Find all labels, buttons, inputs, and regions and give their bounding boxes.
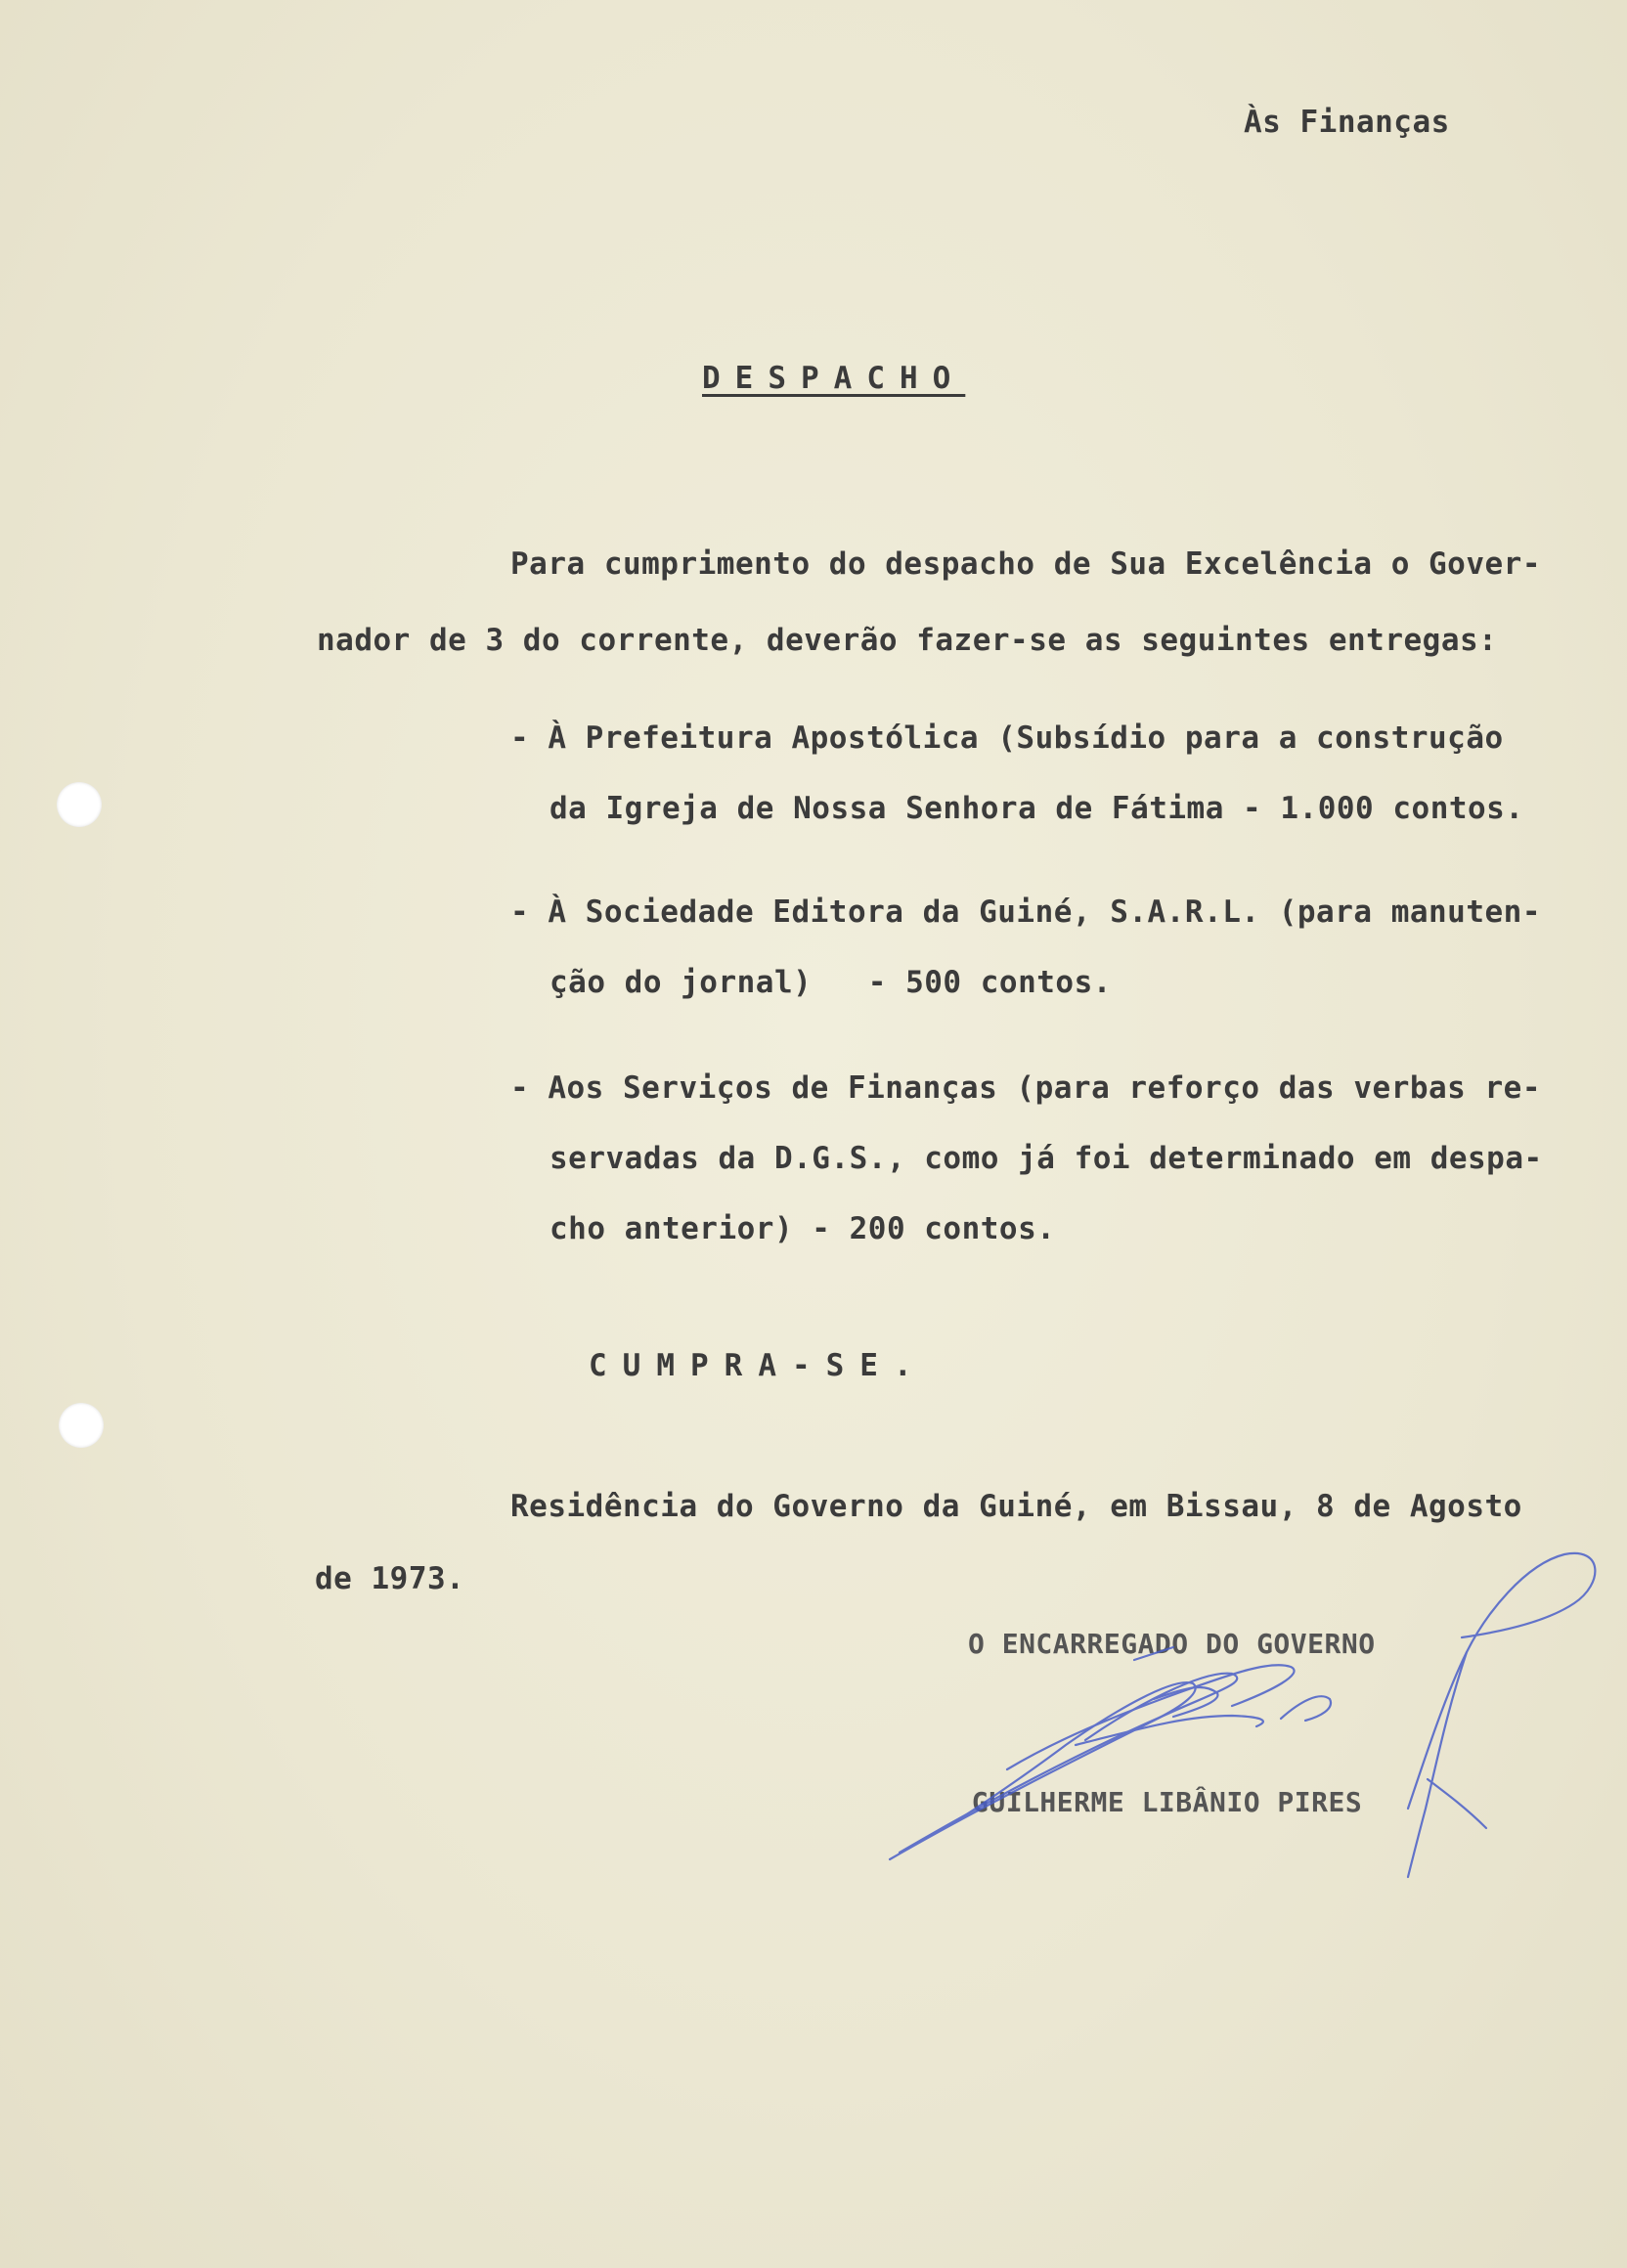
document-title: DESPACHO	[702, 361, 966, 396]
signatory-role: O ENCARREGADO DO GOVERNO	[968, 1628, 1376, 1660]
list-item-line: ção do jornal) - 500 contos.	[550, 965, 1112, 1000]
punch-hole-bottom	[59, 1403, 104, 1448]
punch-hole-top	[57, 782, 102, 827]
list-item-line: - Aos Serviços de Finanças (para reforço das verbas re-	[510, 1070, 1541, 1106]
list-item-line: da Igreja de Nossa Senhora de Fátima - 1.000 contos.	[550, 791, 1524, 826]
addressee: Às Finanças	[1244, 105, 1450, 140]
intro-line: Para cumprimento do despacho de Sua Excelência o Gover-	[510, 546, 1541, 582]
list-item-line: cho anterior) - 200 contos.	[550, 1211, 1056, 1246]
place-date-line: de 1973.	[315, 1561, 465, 1596]
list-item-line: - À Prefeitura Apostólica (Subsídio para a construção	[510, 720, 1504, 756]
closing-order: CUMPRA-SE.	[589, 1348, 928, 1383]
handwritten-signature	[860, 1545, 1623, 1955]
place-date-line: Residência do Governo da Guiné, em Bissau, 8 de Agosto	[510, 1489, 1522, 1524]
list-item-line: servadas da D.G.S., como já foi determinado em despa-	[550, 1141, 1543, 1176]
intro-line: nador de 3 do corrente, deverão fazer-se as seguintes entregas:	[317, 623, 1498, 658]
list-item-line: - À Sociedade Editora da Guiné, S.A.R.L. (para manuten-	[510, 894, 1541, 930]
signatory-name: GUILHERME LIBÂNIO PIRES	[972, 1786, 1363, 1818]
